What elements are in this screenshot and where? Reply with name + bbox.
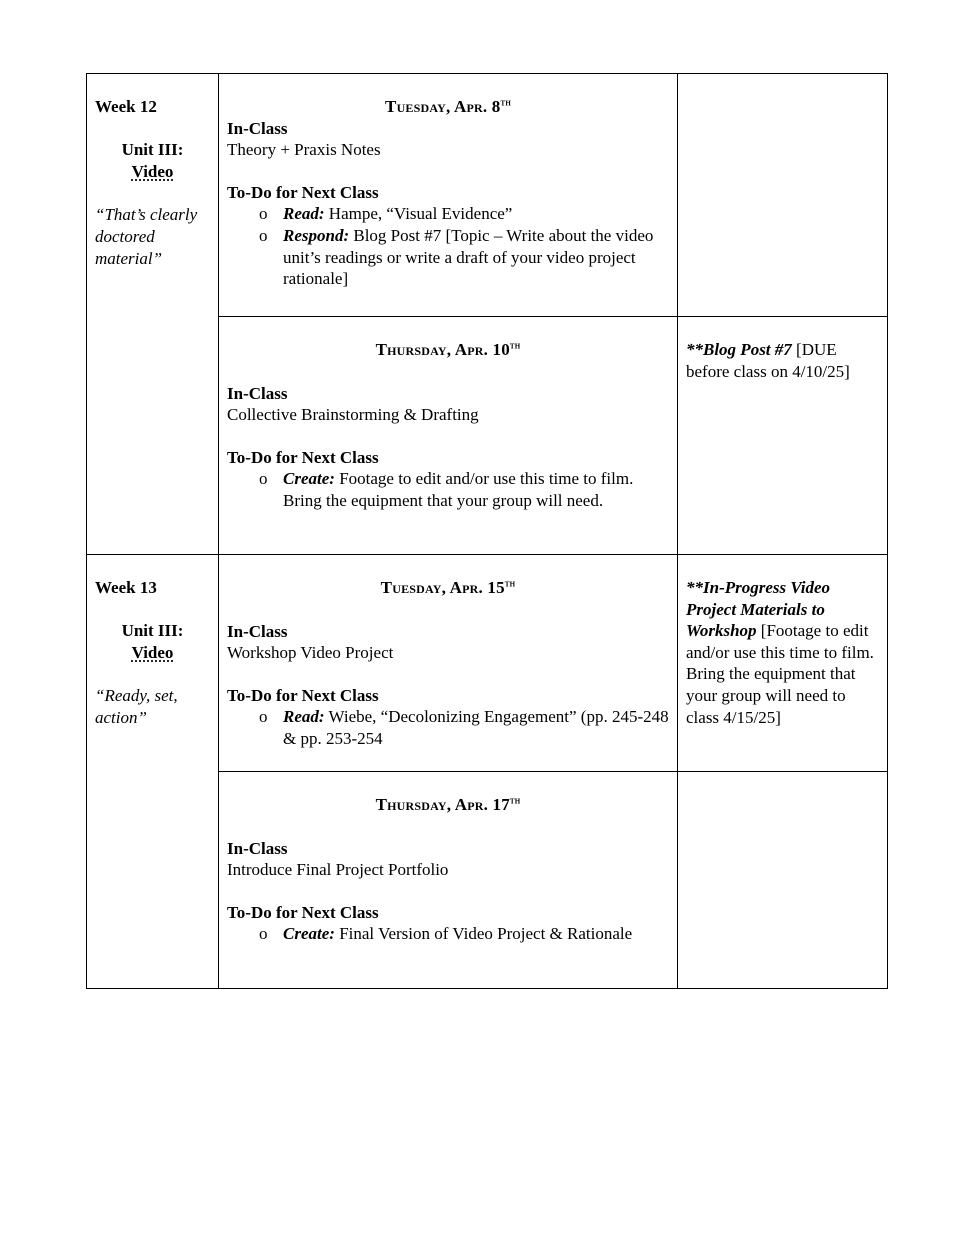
list-item: o Read: Hampe, “Visual Evidence” [259,204,513,224]
due-text: [DUE before class on 4/10/25] [686,340,850,381]
unit-title: Unit III: [121,621,184,640]
in-class-label: In-Class [227,838,288,858]
schedule-row [87,74,888,317]
list-item: o Respond: Blog Post #7 [Topic – Write about the video unit’s readings or write a draft of your video project rationale] [259,225,654,289]
in-class-label: In-Class [227,118,288,138]
week-cell [87,74,219,555]
unit-name: Video [131,162,174,181]
week-label: Week 13 [95,578,157,597]
due-label: **In-Progress Video Project Materials to Workshop [686,578,831,641]
circle-bullet-icon: o [259,225,268,245]
todo-list [227,706,669,749]
in-class-text: Collective Brainstorming & Drafting [227,405,479,425]
unit-title: Unit III: [121,140,184,159]
due-cell [678,317,888,555]
circle-bullet-icon: o [259,204,268,224]
todo-list [227,923,669,945]
todo-list [227,203,669,289]
list-item: o Read: Wiebe, “Decolonizing Engagement” (pp. 245-248 & pp. 253-254 [259,707,669,748]
week-cell [87,555,219,989]
in-class-text: Theory + Praxis Notes [227,140,381,160]
day-cell [219,74,678,317]
in-class-text: Introduce Final Project Portfolio [227,860,449,880]
day-cell [219,555,678,772]
in-class-label: In-Class [227,383,288,403]
schedule-row [87,555,888,772]
list-item: o Create: Final Version of Video Project & Rationale [259,924,633,944]
week-tagline: “Ready, set, action” [95,686,178,727]
todo-label: To-Do for Next Class [227,685,379,705]
due-cell [678,772,888,989]
due-label: **Blog Post #7 [686,340,792,359]
day-heading: Tuesday, Apr. 8th [385,97,511,116]
due-cell [678,555,888,772]
course-schedule-table [86,73,888,989]
week-label: Week 12 [95,97,157,116]
day-cell [219,772,678,989]
week-tagline: “That’s clearly doctored material” [95,205,198,268]
circle-bullet-icon: o [259,707,268,727]
circle-bullet-icon: o [259,469,268,489]
todo-list [227,468,669,511]
unit-name: Video [131,643,174,662]
todo-label: To-Do for Next Class [227,902,379,922]
circle-bullet-icon: o [259,924,268,944]
day-heading: Thursday, Apr. 17th [375,795,521,814]
todo-label: To-Do for Next Class [227,447,379,467]
todo-label: To-Do for Next Class [227,182,379,202]
in-class-label: In-Class [227,621,288,641]
in-class-text: Workshop Video Project [227,643,394,663]
day-heading: Tuesday, Apr. 15th [380,578,516,597]
list-item: o Create: Footage to edit and/or use this time to film. Bring the equipment that your group will need. [259,469,634,510]
day-heading: Thursday, Apr. 10th [375,340,521,359]
due-cell [678,74,888,317]
day-cell [219,317,678,555]
due-text: [Footage to edit and/or use this time to film. Bring the equipment that your group will need to class 4/15/25] [686,621,874,727]
